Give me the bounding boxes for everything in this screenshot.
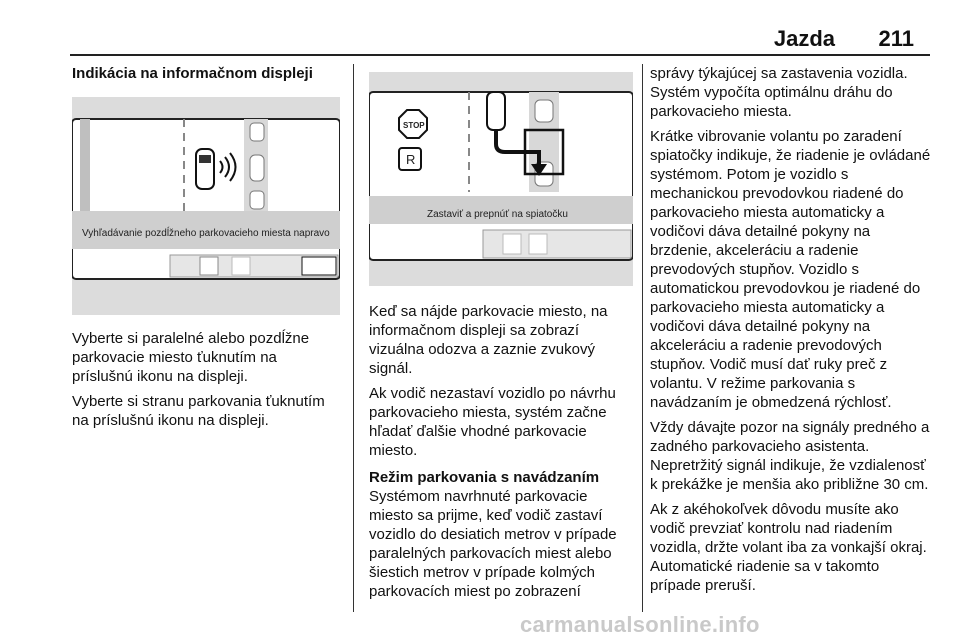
figure-1-caption: Vyhľadávanie pozdĺžneho parkovacieho miesta napravo <box>82 228 330 239</box>
column-2-paragraph-2: Ak vodič nezastaví vozidlo po návrhu parkovacieho miesta, systém začne hľadať ďalšie vhodné parkovacie miesto. <box>369 385 616 459</box>
column-3-paragraph-3: Vždy dávajte pozor na signály predného a zadného parkovacieho asistenta. Nepretržitý signál indikuje, že vzdialenosť k prekážke je menšia ako približne 30 cm. <box>650 419 930 493</box>
header-rule <box>70 54 930 56</box>
column-1-heading: Indikácia na informačnom displeji <box>72 65 313 82</box>
reverse-gear-icon: R <box>406 152 416 167</box>
column-3-paragraph-2: Krátke vibrovanie volantu po zaradení spiatočky indikuje, že riadenie je ovládané systémom. Potom je vozidlo s mechanickou prevodovkou riadené do parkovacieho miesta automaticky a vodičovi dáva detailné pokyny na brzdenie, akceleráciu a radenie prevodových stupňov. Vozidlo s automatickou prevodovkou je riadené do parkovacieho miesta automaticky a vodičovi dáva detailné pokyny na akceleráciu a radenie prevodových stupňov. Vodič musí dať ruky preč z volantu. V režime parkovania s navádzaním je obmedzená rýchlosť. <box>650 128 931 411</box>
column-2-subparagraph: Systémom navrhnuté parkovacie miesto sa prijme, keď vodič zastaví vozidlo do desiatich metrov v prípade paralelných parkovacích miest alebo šiestich metrov v prípade kolmých parkovacích miest po zobrazení <box>369 488 617 600</box>
display-illustration-stop <box>369 72 633 286</box>
column-2-section <box>369 468 633 601</box>
page-number: 211 <box>878 26 914 51</box>
column-2 <box>369 64 633 607</box>
column-3-paragraph-4: Ak z akéhokoľvek dôvodu musíte ako vodič prevziať kontrolu nad riadením vozidla, držte volant iba za vonkajší okraj. Automatické riadenie sa v takomto prípade preruší. <box>650 501 927 594</box>
column-2-subheading: Režim parkovania s navádzaním <box>369 469 600 486</box>
figure-2-caption: Zastaviť a prepnúť na spiatočku <box>427 209 568 220</box>
column-3 <box>650 64 932 601</box>
column-divider-1 <box>353 64 354 612</box>
column-2-paragraph-1: Keď sa nájde parkovacie miesto, na informačnom displeji sa zobrazí vizuálna odozva a zaznie zvukový signál. <box>369 303 608 377</box>
section-title: Jazda <box>773 26 835 51</box>
column-1-paragraph-1: Vyberte si paralelné alebo pozdĺžne parkovacie miesto ťuknutím na príslušnú ikonu na displeji. <box>72 330 310 385</box>
display-screen-graphic <box>72 97 340 315</box>
page-header <box>70 22 930 52</box>
stop-sign-icon: STOP <box>403 121 425 130</box>
display-screen-graphic-2 <box>369 72 633 286</box>
display-illustration-search <box>72 97 340 315</box>
column-1-paragraph-2: Vyberte si stranu parkovania ťuknutím na príslušnú ikonu na displeji. <box>72 393 325 429</box>
column-3-paragraph-1: správy týkajúcej sa zastavenia vozidla. Systém vypočíta optimálnu dráhu do parkovacieho miesta. <box>650 65 908 120</box>
column-1 <box>72 64 340 436</box>
column-divider-2 <box>642 64 643 612</box>
watermark: carmanualsonline.info <box>520 612 760 637</box>
